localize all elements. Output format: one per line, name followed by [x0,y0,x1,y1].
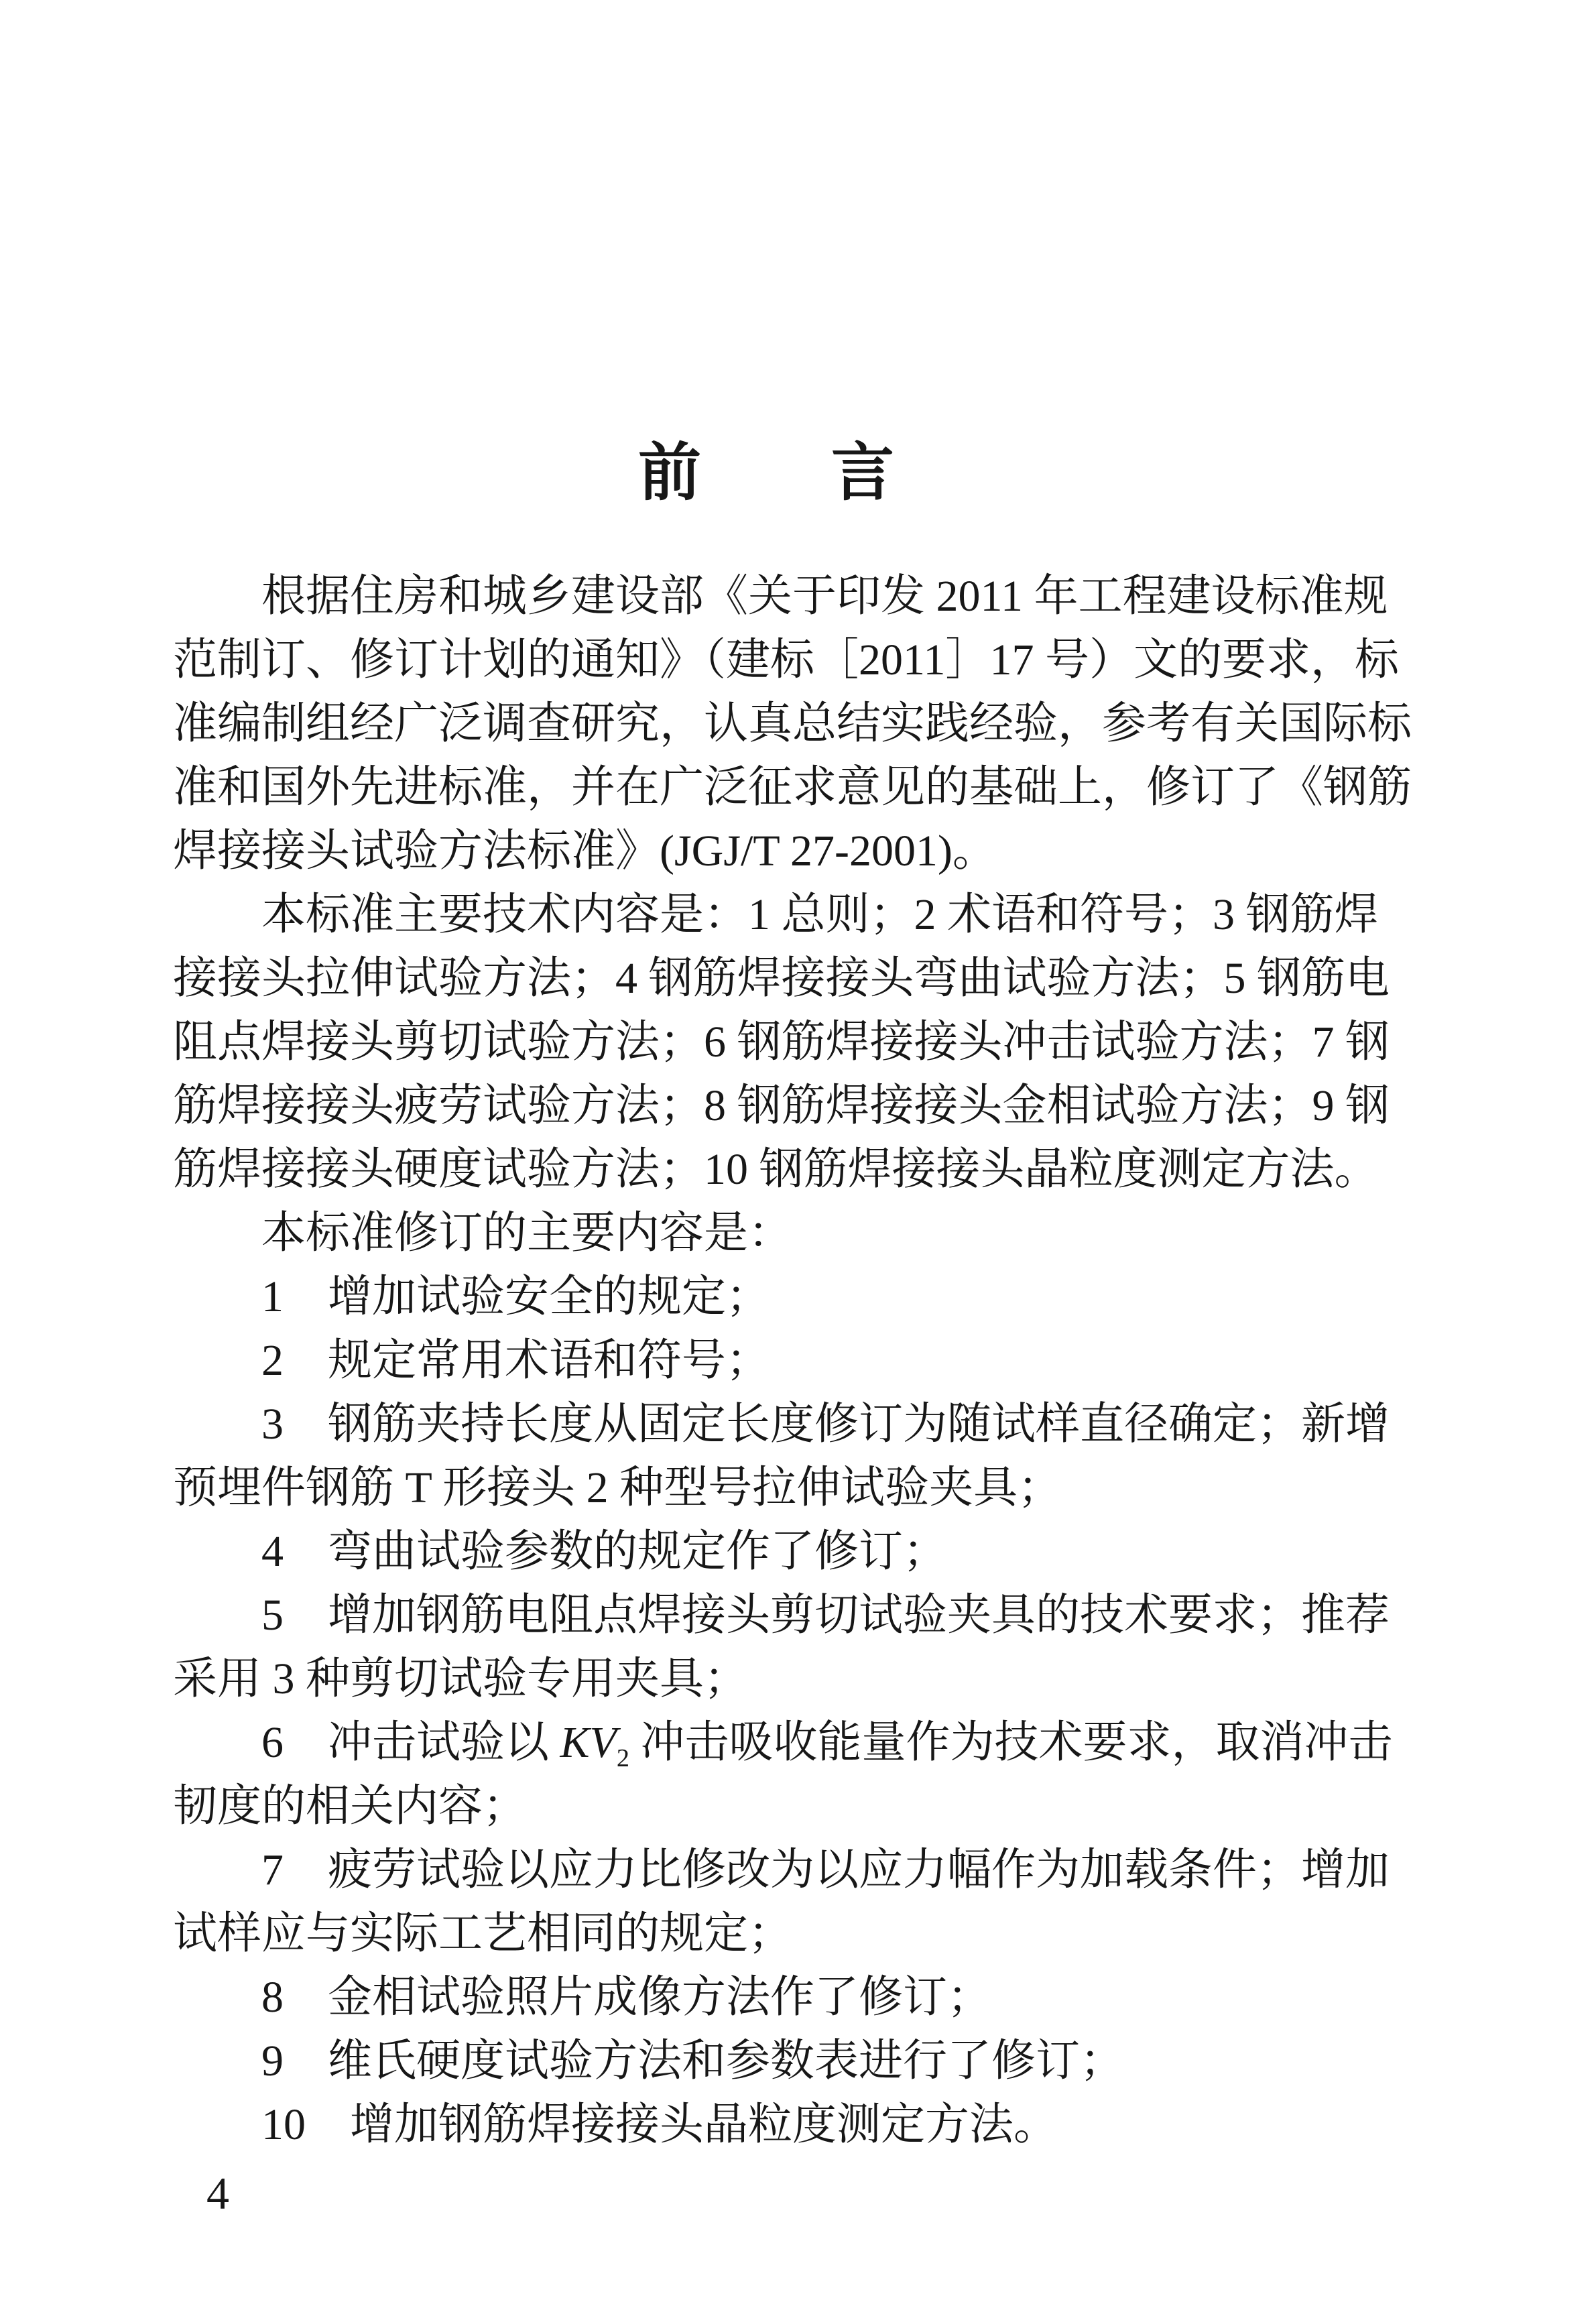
body-line [173,1711,1447,1774]
body-line: 预埋件钢筋 T 形接头 2 种型号拉伸试验夹具； [173,1463,1062,1512]
body-line: 筋焊接接头硬度试验方法；10 钢筋焊接接头晶粒度测定方法。 [173,1145,1379,1194]
body-line: 韧度的相关内容； [173,1782,527,1831]
body-line: 焊接接头试验方法标准》(JGJ/T 27-2001)。 [173,827,997,875]
body-line: 范制订、修订计划的通知》（建标［2011］17 号）文的要求，标 [173,635,1400,684]
body-line: 采用 3 种剪切试验专用夹具； [173,1654,748,1703]
kv-subscript: 2 [616,1744,629,1773]
line-text: 6 冲击试验以 [261,1718,560,1767]
kv2-impact-energy-symbol [560,1718,629,1773]
body-line: 7 疲劳试验以应力比修改为以应力幅作为加载条件；增加 [261,1845,1390,1894]
body-line: 本标准主要技术内容是：1 总则；2 术语和符号；3 钢筋焊 [261,890,1379,939]
page-title: 前 言 [638,438,896,508]
body-line: 根据住房和城乡建设部《关于印发 2011 年工程建设标准规 [261,572,1388,621]
body-line: 2 规定常用术语和符号； [261,1336,770,1385]
line-text: 冲击吸收能量作为技术要求，取消冲击 [629,1718,1393,1767]
body-line: 4 弯曲试验参数的规定作了修订； [261,1527,947,1576]
page-number: 4 [206,2168,229,2219]
body-line: 接接头拉伸试验方法；4 钢筋焊接接头弯曲试验方法；5 钢筋电 [173,954,1390,1003]
document-body [173,564,1447,2156]
body-line: 8 金相试验照片成像方法作了修订； [261,1973,991,2022]
body-line: 本标准修订的主要内容是： [261,1209,792,1258]
body-line: 准编制组经广泛调查研究，认真总结实践经验，参考有关国际标 [173,699,1412,748]
body-line: 准和国外先进标准，并在广泛征求意见的基础上，修订了《钢筋 [173,763,1412,812]
body-line: 10 增加钢筋焊接接头晶粒度测定方法。 [261,2100,1058,2149]
kv-symbol: KV [560,1718,617,1767]
body-line: 9 维氏硬度试验方法和参数表进行了修订； [261,2037,1124,2085]
body-line: 5 增加钢筋电阻点焊接头剪切试验夹具的技术要求；推荐 [261,1591,1390,1640]
body-line: 筋焊接接头疲劳试验方法；8 钢筋焊接接头金相试验方法；9 钢 [173,1081,1390,1130]
body-line: 阻点焊接头剪切试验方法；6 钢筋焊接接头冲击试验方法；7 钢 [173,1018,1390,1067]
body-line: 3 钢筋夹持长度从固定长度修订为随试样直径确定；新增 [261,1400,1390,1449]
body-line: 1 增加试验安全的规定； [261,1272,770,1321]
body-line: 试样应与实际工艺相同的规定； [173,1909,792,1958]
